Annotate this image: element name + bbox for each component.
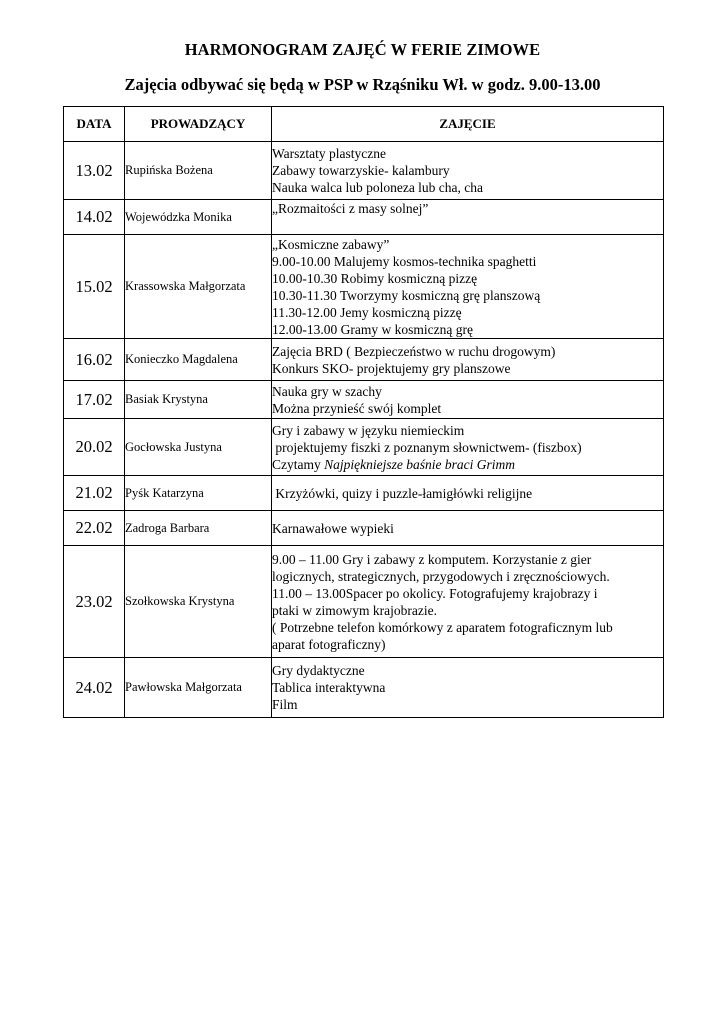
book-title: Najpiękniejsze baśnie braci Grimm (324, 456, 515, 472)
activity-line: aparat fotograficzny) (272, 636, 386, 652)
column-header-date: DATA (64, 107, 125, 142)
activity-line: Krzyżówki, quizy i puzzle-łamigłówki religijne (272, 485, 533, 501)
activity-line: Zajęcia BRD ( Bezpieczeństwo w ruchu drogowym) (272, 343, 556, 359)
row-leader: Pawłowska Małgorzata (125, 658, 272, 718)
row-leader: Basiak Krystyna (125, 381, 272, 419)
activity-line: 9.00-10.00 Malujemy kosmos-technika spaghetti (272, 253, 537, 269)
row-leader: Gocłowska Justyna (125, 419, 272, 476)
table-row (64, 546, 664, 658)
table-row (64, 339, 664, 381)
activity-line: Nauka gry w szachy (272, 383, 382, 399)
activity-line: Gry dydaktyczne (272, 663, 365, 678)
document-subtitle: Zajęcia odbywać się będą w PSP w Rząśniku Wł. w godz. 9.00-13.00 (124, 75, 601, 94)
activity-line: Konkurs SKO- projektujemy gry planszowe (272, 360, 511, 376)
row-leader: Konieczko Magdalena (125, 339, 272, 381)
row-date: 23.02 (64, 546, 125, 658)
activity-line-prefix: Czytamy (272, 456, 325, 472)
row-activity (272, 511, 664, 546)
row-leader: Krassowska Małgorzata (125, 235, 272, 339)
row-date: 16.02 (64, 339, 125, 381)
activity-line: 9.00 – 11.00 Gry i zabawy z komputem. Korzystanie z gier (272, 551, 592, 567)
activity-line: „Kosmiczne zabawy” (272, 236, 390, 252)
row-date: 17.02 (64, 381, 125, 419)
activity-line: Gry i zabawy w języku niemieckim (272, 422, 465, 438)
row-activity (272, 339, 664, 381)
row-date: 22.02 (64, 511, 125, 546)
table-header-row (64, 107, 664, 142)
activity-line: Nauka walca lub poloneza lub cha, cha (272, 180, 484, 195)
activity-line: Karnawałowe wypieki (272, 520, 394, 536)
row-activity (272, 419, 664, 476)
activity-line: 11.00 – 13.00Spacer po okolicy. Fotografujemy krajobrazy i (272, 585, 598, 601)
table-row (64, 200, 664, 235)
activity-line: Zabawy towarzyskie- kalambury (272, 163, 450, 178)
row-activity (272, 658, 664, 718)
activity-line: Można przynieść swój komplet (272, 400, 442, 416)
activity-line: ( Potrzebne telefon komórkowy z aparatem fotograficznym lub (272, 619, 613, 635)
activity-line: Tablica interaktywna (272, 680, 386, 695)
row-date: 24.02 (64, 658, 125, 718)
activity-line: 11.30-12.00 Jemy kosmiczną pizzę (272, 304, 462, 320)
row-leader: Rupińska Bożena (125, 142, 272, 200)
activity-line: ptaki w zimowym krajobrazie. (272, 602, 437, 618)
table-row (64, 235, 664, 339)
table-row (64, 658, 664, 718)
column-header-leader: PROWADZĄCY (125, 107, 272, 142)
table-row (64, 419, 664, 476)
row-date: 13.02 (64, 142, 125, 200)
row-leader: Zadroga Barbara (125, 511, 272, 546)
row-activity (272, 235, 664, 339)
row-activity (272, 381, 664, 419)
activity-line: logicznych, strategicznych, przygodowych i zręcznościowych. (272, 568, 610, 584)
table-row (64, 511, 664, 546)
schedule-table (63, 106, 664, 718)
row-activity (272, 546, 664, 658)
activity-line: Film (272, 697, 298, 712)
row-date: 14.02 (64, 200, 125, 235)
activity-line: 10.30-11.30 Tworzymy kosmiczną grę planszową (272, 287, 541, 303)
activity-line: Warsztaty plastyczne (272, 146, 386, 161)
row-leader: Wojewódzka Monika (125, 200, 272, 235)
activity-line: 10.00-10.30 Robimy kosmiczną pizzę (272, 270, 478, 286)
row-activity (272, 142, 664, 200)
row-date: 20.02 (64, 419, 125, 476)
row-date: 15.02 (64, 235, 125, 339)
row-activity (272, 476, 664, 511)
activity-line: 12.00-13.00 Gramy w kosmiczną grę (272, 321, 473, 337)
row-leader: Szołkowska Krystyna (125, 546, 272, 658)
table-row (64, 476, 664, 511)
table-row (64, 381, 664, 419)
row-activity (272, 200, 664, 235)
activity-line: projektujemy fiszki z poznanym słownictwem- (fiszbox) (272, 439, 582, 455)
column-header-activity: ZAJĘCIE (272, 107, 664, 142)
activity-line (272, 456, 663, 473)
document-title: HARMONOGRAM ZAJĘĆ W FERIE ZIMOWE (184, 40, 541, 59)
row-date: 21.02 (64, 476, 125, 511)
activity-line: „Rozmaitości z masy solnej” (272, 201, 429, 216)
row-leader: Pyśk Katarzyna (125, 476, 272, 511)
table-row (64, 142, 664, 200)
